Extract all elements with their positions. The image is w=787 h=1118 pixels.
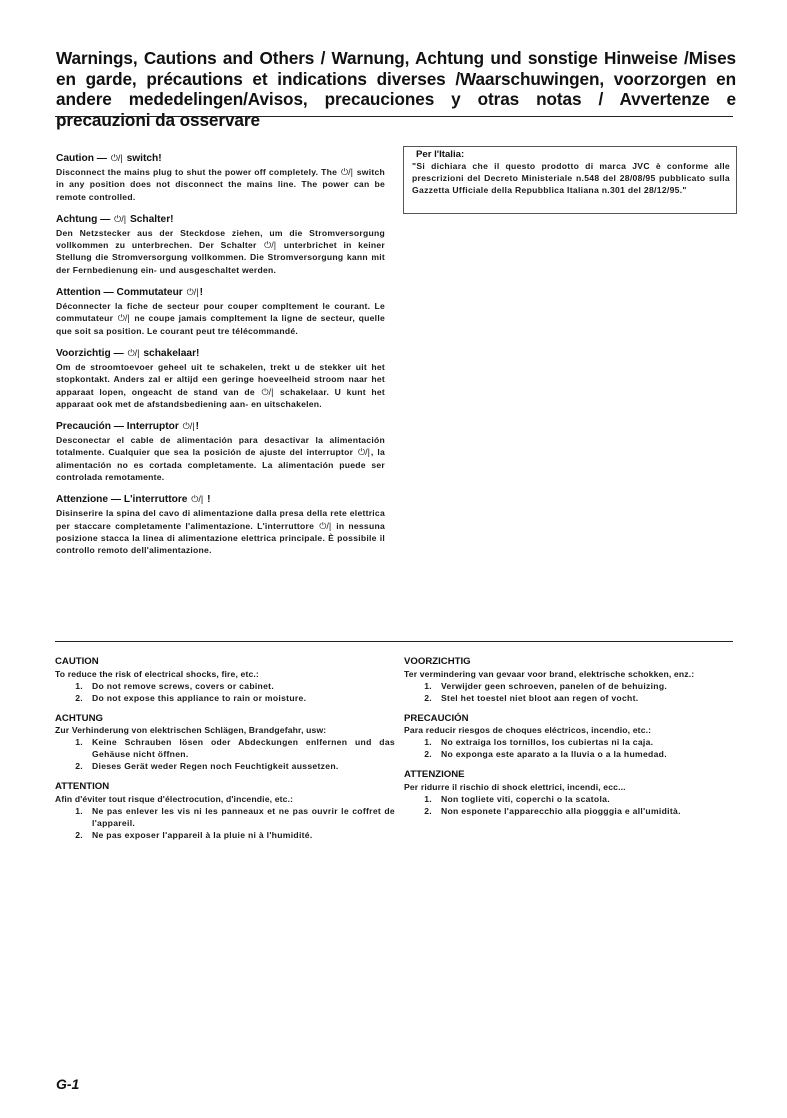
item-number: 2.	[75, 692, 83, 703]
item-text: Stel het toestel niet bloot aan regen of vocht.	[441, 692, 639, 703]
section-heading: Caution — ⏻/| switch!	[56, 153, 162, 164]
section-heading: Attenzione — L'interruttore ⏻/| !	[56, 494, 211, 506]
caution-list-item	[404, 793, 744, 805]
section-heading: Attention — Commutateur ⏻/|!	[56, 287, 203, 299]
caution-heading: VOORZICHTIG	[404, 656, 471, 667]
item-number: 1.	[424, 737, 432, 747]
item-text: Do not expose this appliance to rain or moisture.	[92, 692, 307, 703]
item-number: 2.	[75, 829, 83, 840]
power-standby-icon: ⏻/|	[340, 167, 353, 177]
italia-notice-box	[403, 146, 737, 214]
item-text: Keine Schrauben lösen oder Abdeckungen enlfernen und das Gehäuse nicht öffnen.	[92, 737, 395, 759]
cautions-column-right	[404, 656, 744, 826]
power-standby-icon: ⏻/|	[357, 447, 370, 458]
caution-list	[55, 736, 395, 772]
power-standby-icon: ⏻/|	[186, 287, 199, 298]
caution-intro: Per ridurre il rischio di shock elettrici, incendi, ecc...	[404, 781, 626, 792]
power-standby-icon: ⏻/|	[261, 386, 274, 397]
title-divider	[55, 116, 733, 117]
item-number: 1.	[75, 805, 83, 816]
switch-warning-en	[56, 152, 385, 203]
power-standby-icon: ⏻/|	[117, 313, 130, 324]
item-number: 2.	[424, 749, 432, 759]
switch-warning-nl	[56, 347, 385, 410]
caution-list	[404, 793, 744, 817]
caution-list-item	[404, 805, 744, 817]
section-body: Disinserire la spina del cavo di alimentazione dalla presa della rete elettrica per staccare completamente l'alimentazione. L'interruttore ⏻/| in nessuna posizione stacca la linea di alimentazione elettrica principale. È possibile il controllo remoto dell'alimentazione.	[56, 508, 385, 556]
section-body: Déconnecter la fiche de secteur pour couper compltement le courant. Le commutateur ⏻/| ne coupe jamais compltement la ligne de secteur, quelle que soit sa position. Le courant peut tre télécommandé.	[56, 301, 385, 336]
item-text: Non togliete viti, coperchi o la scatola.	[441, 793, 610, 804]
caution-list-item	[404, 736, 744, 748]
caution-section	[55, 781, 395, 841]
section-heading: Precaución — Interruptor ⏻/|!	[56, 421, 200, 433]
caution-list-item	[55, 736, 395, 760]
power-standby-icon: ⏻/|	[182, 421, 195, 432]
caution-section	[404, 713, 744, 761]
cautions-divider	[55, 641, 733, 642]
section-body: Om de stroomtoevoer geheel uit te schakelen, trekt u de stekker uit het stopkontakt. Anders zal er altijd een geringe hoeveelheid stroom naar het apparaat lopen, ongeacht de stand van de ⏻/| schakelaar. U kunt het apparaat ook met de afstandsbediening aan- en uitschakelen.	[56, 361, 386, 409]
item-text: Dieses Gerät weder Regen noch Feuchtigkeit aussetzen.	[92, 761, 339, 771]
caution-heading: ATTENZIONE	[404, 769, 465, 780]
power-standby-icon: ⏻/|	[127, 347, 140, 358]
item-number: 2.	[75, 761, 83, 771]
italia-notice-text: "Si dichiara che il questo prodotto di marca JVC è conforme alle prescrizioni del Decreto Ministeriale n.548 del 28/08/95 pubblicato sulla Gazzetta Ufficiale della Repubblica Italiana n.301 del 28/12/95."	[412, 161, 730, 195]
page-title: Warnings, Cautions and Others / Warnung, Achtung und sonstige Hinweise /Mises en garde, précautions et indications diverses /Waarschuwingen, voorzorgen en andere mededelingen/Avisos, precauciones y otras notas / Avvertenze e precauzioni da osservare	[56, 48, 736, 130]
caution-list	[404, 736, 744, 760]
switch-warning-de	[56, 213, 385, 276]
item-number: 1.	[75, 737, 83, 747]
item-number: 1.	[424, 793, 432, 804]
section-body: Den Netzstecker aus der Steckdose ziehen, um die Stromversorgung vollkommen zu unterbrechen. Der Schalter ⏻/| unterbrichet in keiner Stellung die Stromversorgung vollkommen. Die Stromversorgung kann mit der Fernbedienung ein- und ausgeschaltet werden.	[56, 227, 385, 275]
item-text: No exponga este aparato a la lluvia o a la humedad.	[441, 749, 667, 759]
item-text: No extraiga los tornillos, los cubiertas ni la caja.	[441, 737, 654, 747]
switch-warning-fr	[56, 286, 385, 337]
caution-heading: PRECAUCIÓN	[404, 712, 469, 724]
power-standby-icon: ⏻/|	[110, 153, 123, 163]
switch-warnings-column	[56, 152, 385, 567]
caution-heading: CAUTION	[55, 656, 99, 667]
power-standby-icon: ⏻/|	[319, 520, 332, 531]
caution-list-item	[55, 692, 395, 704]
caution-intro: Zur Verhinderung von elektrischen Schlägen, Brandgefahr, usw:	[55, 725, 327, 735]
caution-list-item	[55, 805, 395, 829]
caution-list-item	[55, 829, 395, 841]
caution-section	[55, 713, 395, 773]
caution-list-item	[55, 760, 395, 772]
caution-intro: Afin d'éviter tout risque d'électrocution, d'incendie, etc.:	[55, 793, 294, 804]
power-standby-icon: ⏻/|	[114, 213, 127, 224]
caution-list	[55, 805, 395, 841]
page-number: G-1	[56, 1076, 80, 1092]
section-heading: Voorzichtig — ⏻/| schakelaar!	[56, 347, 200, 359]
caution-heading: ACHTUNG	[55, 712, 103, 724]
caution-section	[404, 656, 744, 704]
item-text: Ne pas exposer l'appareil à la pluie ni à l'humidité.	[92, 829, 313, 840]
caution-list-item	[404, 680, 744, 692]
section-heading: Achtung — ⏻/| Schalter!	[56, 213, 174, 225]
caution-list-item	[404, 748, 744, 760]
cautions-column-left	[55, 656, 395, 850]
caution-heading: ATTENTION	[55, 781, 110, 792]
power-standby-icon: ⏻/|	[191, 494, 204, 505]
switch-warning-es	[56, 420, 385, 483]
caution-list-item	[404, 692, 744, 704]
caution-intro: Para reducir riesgos de choques eléctricos, incendio, etc.:	[404, 725, 652, 735]
caution-list	[55, 680, 395, 704]
caution-list-item	[55, 680, 395, 692]
item-text: Do not remove screws, covers or cabinet.	[92, 680, 275, 691]
item-number: 2.	[424, 692, 432, 703]
item-text: Non esponete l'apparecchio alla piogggia e all'umidità.	[441, 805, 681, 816]
item-text: Ne pas enlever les vis ni les panneaux et ne pas ouvrir le coffret de l'appareil.	[92, 805, 395, 828]
section-body: Disconnect the mains plug to shut the power off completely. The ⏻/| switch in any position does not disconnect the mains line. The power can be remote controlled.	[56, 167, 385, 202]
item-number: 1.	[424, 680, 432, 691]
caution-intro: Ter vermindering van gevaar voor brand, elektrische schokken, enz.:	[404, 668, 695, 679]
item-text: Verwijder geen schroeven, panelen of de behuizing.	[441, 680, 668, 691]
item-number: 2.	[424, 805, 432, 816]
italia-notice-heading: Per l'Italia:	[416, 149, 465, 160]
switch-warning-it	[56, 493, 385, 556]
caution-section	[55, 656, 395, 704]
item-number: 1.	[75, 680, 83, 691]
caution-list	[404, 680, 744, 704]
caution-intro: To reduce the risk of electrical shocks, fire, etc.:	[55, 668, 259, 679]
caution-section	[404, 769, 744, 817]
section-body: Desconectar el cable de alimentación para desactivar la alimentación totalmente. Cualquier que sea la posición de ajuste del interruptor ⏻/|, la alimentación no es cortada completamente. La alimentación puede ser controlada remotamente.	[56, 435, 385, 483]
power-standby-icon: ⏻/|	[264, 240, 277, 251]
